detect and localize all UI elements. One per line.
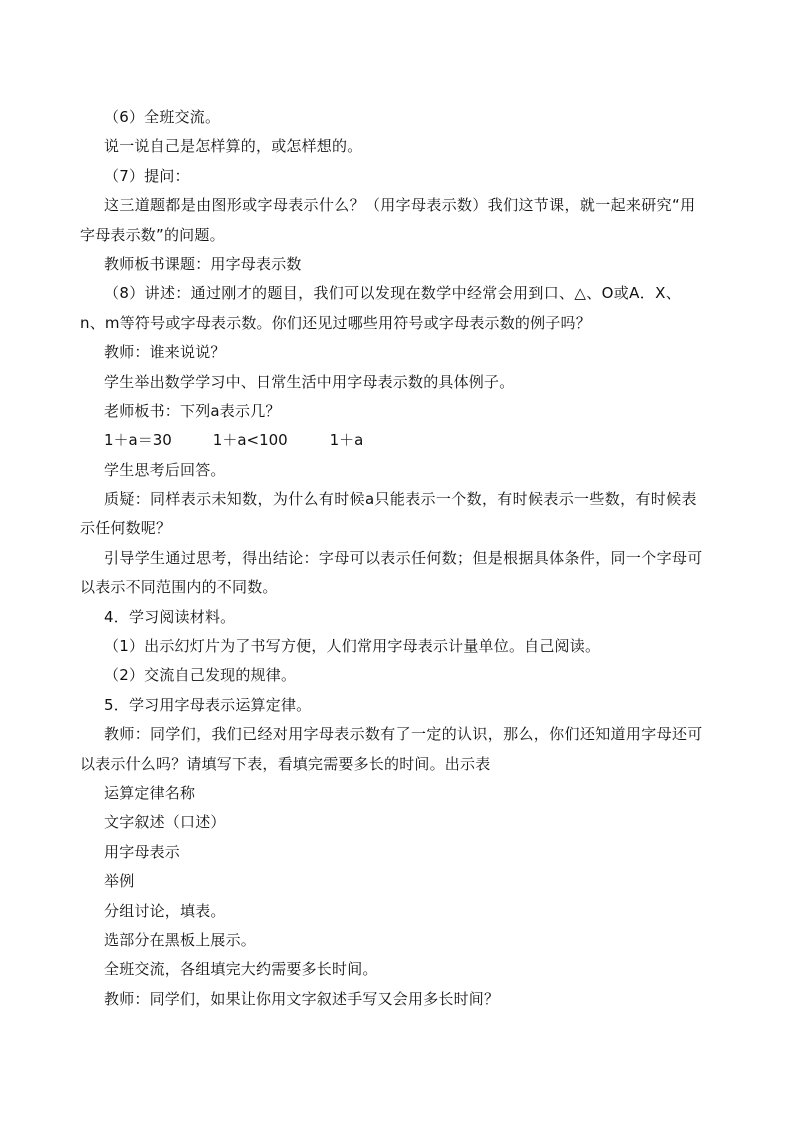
formula: 1＋a xyxy=(329,431,364,450)
paragraph-line: 文字叙述（口述） xyxy=(104,813,226,832)
paragraph-line: 老师板书：下列a表示几？ xyxy=(104,401,281,420)
paragraph-line: 说一说自己是怎样算的，或怎样想的。 xyxy=(104,137,363,156)
paragraph-line: 举例 xyxy=(104,872,135,891)
paragraph-line: 全班交流，各组填完大约需要多长时间。 xyxy=(104,960,378,979)
paragraph-line: 示任何数呢？ xyxy=(80,519,172,538)
paragraph-line: 教师：同学们，如果让你用文字叙述手写又会用多长时间？ xyxy=(104,989,500,1008)
paragraph-line: 用字母表示 xyxy=(104,842,181,861)
paragraph-line: （2）交流自己发现的规律。 xyxy=(104,666,297,685)
paragraph-line: 引导学生通过思考，得出结论：字母可以表示任何数；但是根据具体条件，同一个字母可 xyxy=(104,548,703,567)
paragraph-line: （8）讲述：通过刚才的题目，我们可以发现在数学中经常会用到口、△、O或A．X、 xyxy=(104,284,682,303)
formula: 1＋a＝30 xyxy=(104,431,172,450)
paragraph-line: 分组讨论，填表。 xyxy=(104,901,226,920)
paragraph-line: （7）提问： xyxy=(104,166,190,185)
paragraph-line: 学生举出数学学习中、日常生活中用字母表示数的具体例子。 xyxy=(104,372,515,391)
paragraph-line: 教师板书课题：用字母表示数 xyxy=(104,254,302,273)
paragraph-line: 教师：同学们，我们已经对用字母表示数有了一定的认识，那么，你们还知道用字母还可 xyxy=(104,725,703,744)
paragraph-line: 教师：谁来说说？ xyxy=(104,343,226,362)
paragraph-line: 运算定律名称 xyxy=(104,783,196,802)
paragraph-line: 质疑：同样表示未知数，为什么有时候a只能表示一个数，有时候表示一些数，有时候表 xyxy=(104,490,697,509)
paragraph-line: 以表示什么吗？请填写下表，看填完需要多长的时间。出示表 xyxy=(80,754,491,773)
paragraph-line: 学生思考后回答。 xyxy=(104,460,226,479)
formula-row xyxy=(104,426,724,455)
paragraph-line: 以表示不同范围内的不同数。 xyxy=(80,578,278,597)
paragraph-line: 这三道题都是由图形或字母表示什么？（用字母表示数）我们这节课，就一起来研究“用 xyxy=(104,196,696,215)
paragraph-line: n、m等符号或字母表示数。你们还见过哪些用符号或字母表示数的例子吗？ xyxy=(80,313,591,332)
paragraph-line: （1）出示幻灯片为了书写方便，人们常用字母表示计量单位。自己阅读。 xyxy=(104,637,601,656)
paragraph-line: 选部分在黑板上展示。 xyxy=(104,930,257,949)
paragraph-line: 4．学习阅读材料。 xyxy=(104,607,236,626)
document-body xyxy=(80,103,724,1014)
paragraph-line: 5．学习用字母表示运算定律。 xyxy=(104,695,312,714)
formula: 1＋a<100 xyxy=(212,431,288,450)
paragraph-line: （6）全班交流。 xyxy=(104,108,221,126)
paragraph-line: 字母表示数”的问题。 xyxy=(80,225,225,244)
